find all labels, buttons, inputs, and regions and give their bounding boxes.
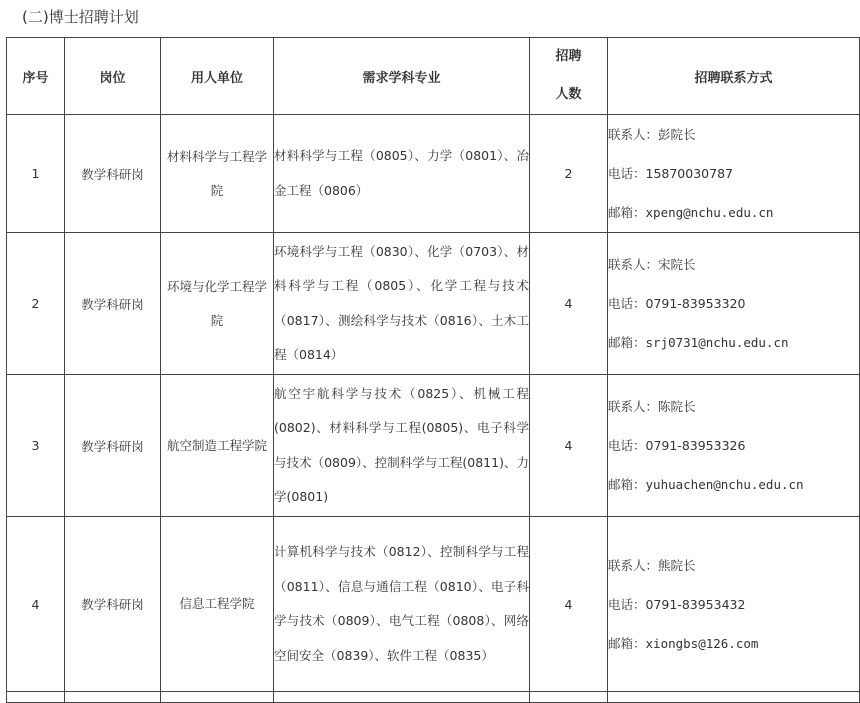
email-label: 邮箱：: [608, 477, 646, 492]
row-index: 1: [7, 115, 65, 233]
row-position: 教学科研岗: [65, 375, 161, 517]
contact-email-line: [608, 624, 859, 663]
row-contact: [608, 115, 860, 233]
row-count: 4: [530, 375, 608, 517]
row-index: 3: [7, 375, 65, 517]
row-majors: 计算机科学与技术（0812）、控制科学与工程（0811）、信息与通信工程（0810）、电子科学与技术（0809）、电气工程（0808）、网络空间安全（0839）、软件工程（0835）: [274, 517, 530, 692]
contact-phone: 电话：0791-83953320: [608, 296, 746, 311]
table-row: [7, 233, 860, 375]
row-count: 4: [530, 233, 608, 375]
section-title: (二)博士招聘计划: [22, 8, 139, 26]
email-link[interactable]: xpeng@nchu.edu.cn: [645, 205, 774, 220]
header-contact: 招聘联系方式: [608, 38, 860, 115]
table-row: [7, 517, 860, 692]
contact-person: 联系人：熊院长: [608, 557, 696, 573]
email-link[interactable]: yuhuachen@nchu.edu.cn: [645, 477, 804, 492]
row-count: 4: [530, 517, 608, 692]
contact-phone: 电话：0791-83953326: [608, 438, 746, 453]
contact-email-line: [608, 465, 859, 504]
contact-email-line: [608, 193, 859, 232]
contact-person: 联系人：陈院长: [608, 399, 696, 414]
header-position: 岗位: [65, 38, 161, 115]
contact-person: 联系人：彭院长: [608, 127, 696, 142]
row-index: 2: [7, 233, 65, 375]
row-position: 教学科研岗: [65, 115, 161, 233]
row-unit: 信息工程学院: [161, 517, 274, 692]
contact-phone: 电话：15870030787: [608, 166, 733, 181]
contact-email-line: [608, 323, 859, 362]
header-count-line2: 人数: [555, 87, 582, 102]
row-contact: [608, 517, 860, 692]
row-unit: 航空制造工程学院: [161, 375, 274, 517]
email-link[interactable]: srj0731@nchu.edu.cn: [645, 335, 789, 350]
row-majors: 材料科学与工程（0805）、力学（0801）、冶金工程（0806）: [274, 115, 530, 233]
row-majors: 航空宇航科学与技术（0825）、机械工程(0802)、材料科学与工程(0805)、电子科学与技术（0809）、控制科学与工程(0811)、力学(0801): [274, 375, 530, 517]
row-index: 4: [7, 517, 65, 692]
row-unit: 材料科学与工程学院: [161, 115, 274, 233]
row-position: 教学科研岗: [65, 517, 161, 692]
row-contact: [608, 233, 860, 375]
email-label: 邮箱：: [608, 205, 646, 220]
header-unit: 用人单位: [161, 38, 274, 115]
table-row-partial: [7, 692, 860, 703]
row-position: 教学科研岗: [65, 233, 161, 375]
table-header-row: [7, 38, 860, 115]
header-count: [530, 38, 608, 115]
contact-phone: 电话：0791-83953432: [608, 596, 746, 612]
header-count-line1: 招聘: [555, 49, 582, 64]
row-contact: [608, 375, 860, 517]
doctoral-recruitment-table: [6, 37, 860, 703]
row-count: 2: [530, 115, 608, 233]
email-label: 邮箱：: [608, 335, 646, 350]
header-index: 序号: [7, 38, 65, 115]
contact-person: 联系人：宋院长: [608, 257, 696, 272]
row-unit: 环境与化学工程学院: [161, 233, 274, 375]
table-row: [7, 375, 860, 517]
table-row: [7, 115, 860, 233]
email-link[interactable]: xiongbs@126.com: [645, 635, 759, 651]
header-majors: 需求学科专业: [274, 38, 530, 115]
row-majors: 环境科学与工程（0830）、化学（0703）、材料科学与工程（0805）、化学工程与技术（0817）、测绘科学与技术（0816）、土木工程（0814）: [274, 233, 530, 375]
email-label: 邮箱：: [608, 635, 646, 651]
